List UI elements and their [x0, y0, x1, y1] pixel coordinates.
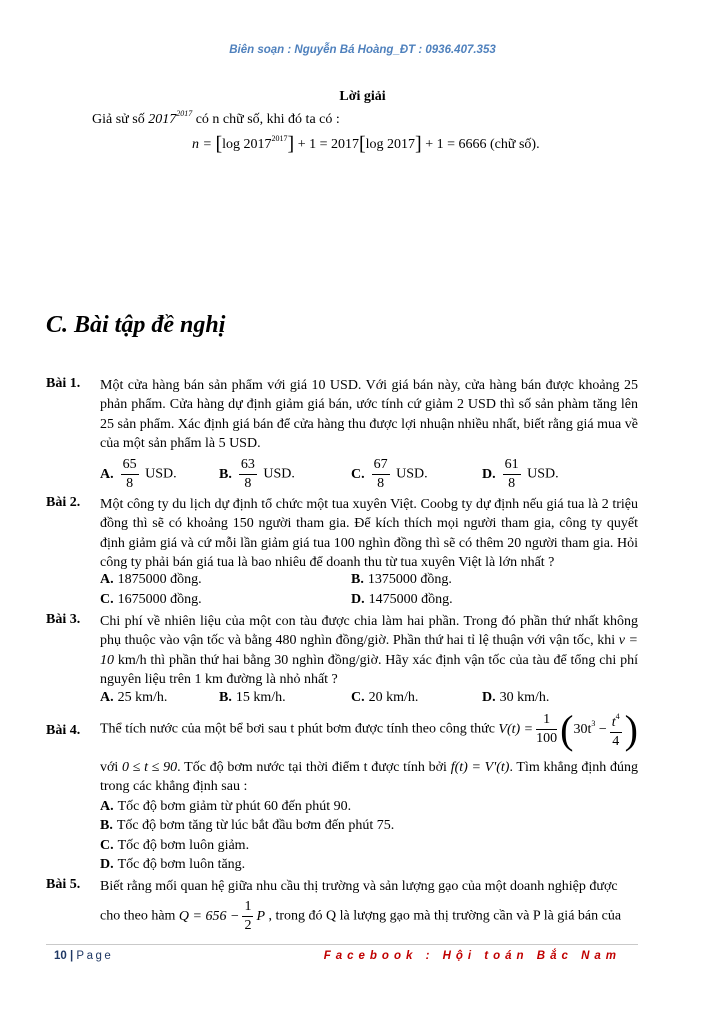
problem-1-text: Một cửa hàng bán sản phẩm với giá 10 USD. Với giá bán này, cửa hàng bán được khoảng 25 phản phẩm. Cửa hàng dự định giảm giá bán, ước tính cứ giảm 2 USD thì số sản phàm tăng lên 25 sản phẩm. Xác định giá bán để cửa hàng thu được lợi nhuận nhiều nhất, biết rằng giá mua về của một sản phẩm là 5 USD.: [100, 378, 638, 452]
problem-1-label: Bài 1.: [46, 376, 81, 391]
problem-1-option-a: A. $\frac{65}{8}$ USD.: [100, 457, 177, 491]
problem-1-option-b: B. $\frac{63}{8}$ USD.: [219, 457, 295, 491]
solution-title: Lời giải: [339, 89, 386, 104]
problem-5-text-line-1: Biết rằng mối quan hệ giữa nhu cầu thị trường và sản lượng gạo của một doanh nghiệp được: [100, 879, 618, 894]
problem-3-text: Chi phí về nhiên liệu của một con tàu được chia làm hai phần. Trong đó phần thứ nhất không phụ thuộc vào vận tốc và bằng 480 nghìn đồng/giờ. Phần thứ hai tỉ lệ thuận với vận tốc, khi v = 10 km/h thì phần thứ hai bằng 30 nghìn đồng/giờ. Hãy xác định vận tốc của tàu để tổng chi phí nguyên liệu trên 1 km đường là nhỏ nhất ?: [100, 614, 639, 688]
problem-5-label: Bài 5.: [46, 877, 81, 892]
page-header: Biên soạn : Nguyễn Bá Hoàng_ĐT : 0936.407.353: [229, 44, 496, 56]
problem-4-option-b: B. Tốc độ bơm tăng từ lúc bắt đầu bơm đến phút 75.: [100, 818, 395, 833]
problem-2-option-b: B. 1375000 đồng.: [351, 572, 452, 587]
problem-3-label: Bài 3.: [46, 612, 81, 627]
footer-facebook: Facebook : Hội toán Bắc Nam: [323, 950, 621, 962]
problem-1-option-d: D. $\frac{61}{8}$ USD.: [482, 457, 559, 491]
problem-5-formula: Q = 656 − $\frac{1}{2}$ P: [178, 899, 265, 933]
section-title: C. Bài tập đề nghị: [46, 312, 226, 338]
problem-4-line-1: Thể tích nước của một bể bơi sau t phút bơm được tính theo công thức V(t) = $\frac{1}{100}$ ($30t^3$ − $\frac{t^4}{4}$ ): [100, 706, 638, 752]
problem-3-option-d: D. 30 km/h.: [482, 690, 550, 705]
footer-divider: [46, 944, 638, 945]
problem-4-option-c: C. Tốc độ bơm luôn giảm.: [100, 838, 250, 853]
solution-line-2: n = [log $2017^{2017}] + 1 = 2017[\log$ 2017] + 1 = 6666 (chữ số).: [192, 133, 540, 155]
problem-2-option-a: A. 1875000 đồng.: [100, 572, 202, 587]
problem-2-label: Bài 2.: [46, 495, 81, 510]
problem-5-text-line-2: cho theo hàm Q = 656 − $\frac{1}{2}$ P , trong đó Q là lượng gạo mà thị trường cần và P là giá bán của: [100, 899, 622, 933]
problem-2-option-d: D. 1475000 đồng.: [351, 592, 453, 607]
problem-3-option-a: A. 25 km/h.: [100, 690, 168, 705]
problem-4-text: với 0 ≤ t ≤ 90. Tốc độ bơm nước tại thời điểm t được tính bởi f(t) = V'(t). Tìm khẳng định đúng trong các khẳng định sau :: [100, 760, 639, 795]
problem-2-option-c: C. 1675000 đồng.: [100, 592, 202, 607]
problem-4-option-a: A. Tốc độ bơm giảm từ phút 60 đến phút 90.: [100, 799, 352, 814]
problem-4-formula: V(t) = $\frac{1}{100}$ ($30t^3$ − $\frac{t^4}{4}$ ): [498, 706, 638, 752]
problem-3-option-c: C. 20 km/h.: [351, 690, 419, 705]
problem-4-option-d: D. Tốc độ bơm luôn tăng.: [100, 857, 246, 872]
problem-3-option-b: B. 15 km/h.: [219, 690, 286, 705]
footer-page-number: 10 | Page: [54, 950, 114, 962]
problem-2-text: Một công ty du lịch dự định tổ chức một tua xuyên Việt. Coobg ty dự định nếu giá tua là 2 triệu đồng thì sẽ có khoảng 150 người tham gia. Để kích thích mọi người tham gia, công ty quyết định giảm giá và cứ mỗi lần giảm giá tua 100 nghìn đồng thì sẽ có thêm 20 người tham gia. Hỏi công ty phải bán giá tua là bao nhiêu để doanh thu từ tua xuyên Việt là lớn nhất ?: [100, 497, 638, 571]
problem-4-label: Bài 4.: [46, 723, 81, 738]
problem-1-option-c: C. $\frac{67}{8}$ USD.: [351, 457, 428, 491]
solution-line-1: Giả sử số $2017^{2017}$ có n chữ số, khi đó ta có :: [92, 109, 340, 127]
